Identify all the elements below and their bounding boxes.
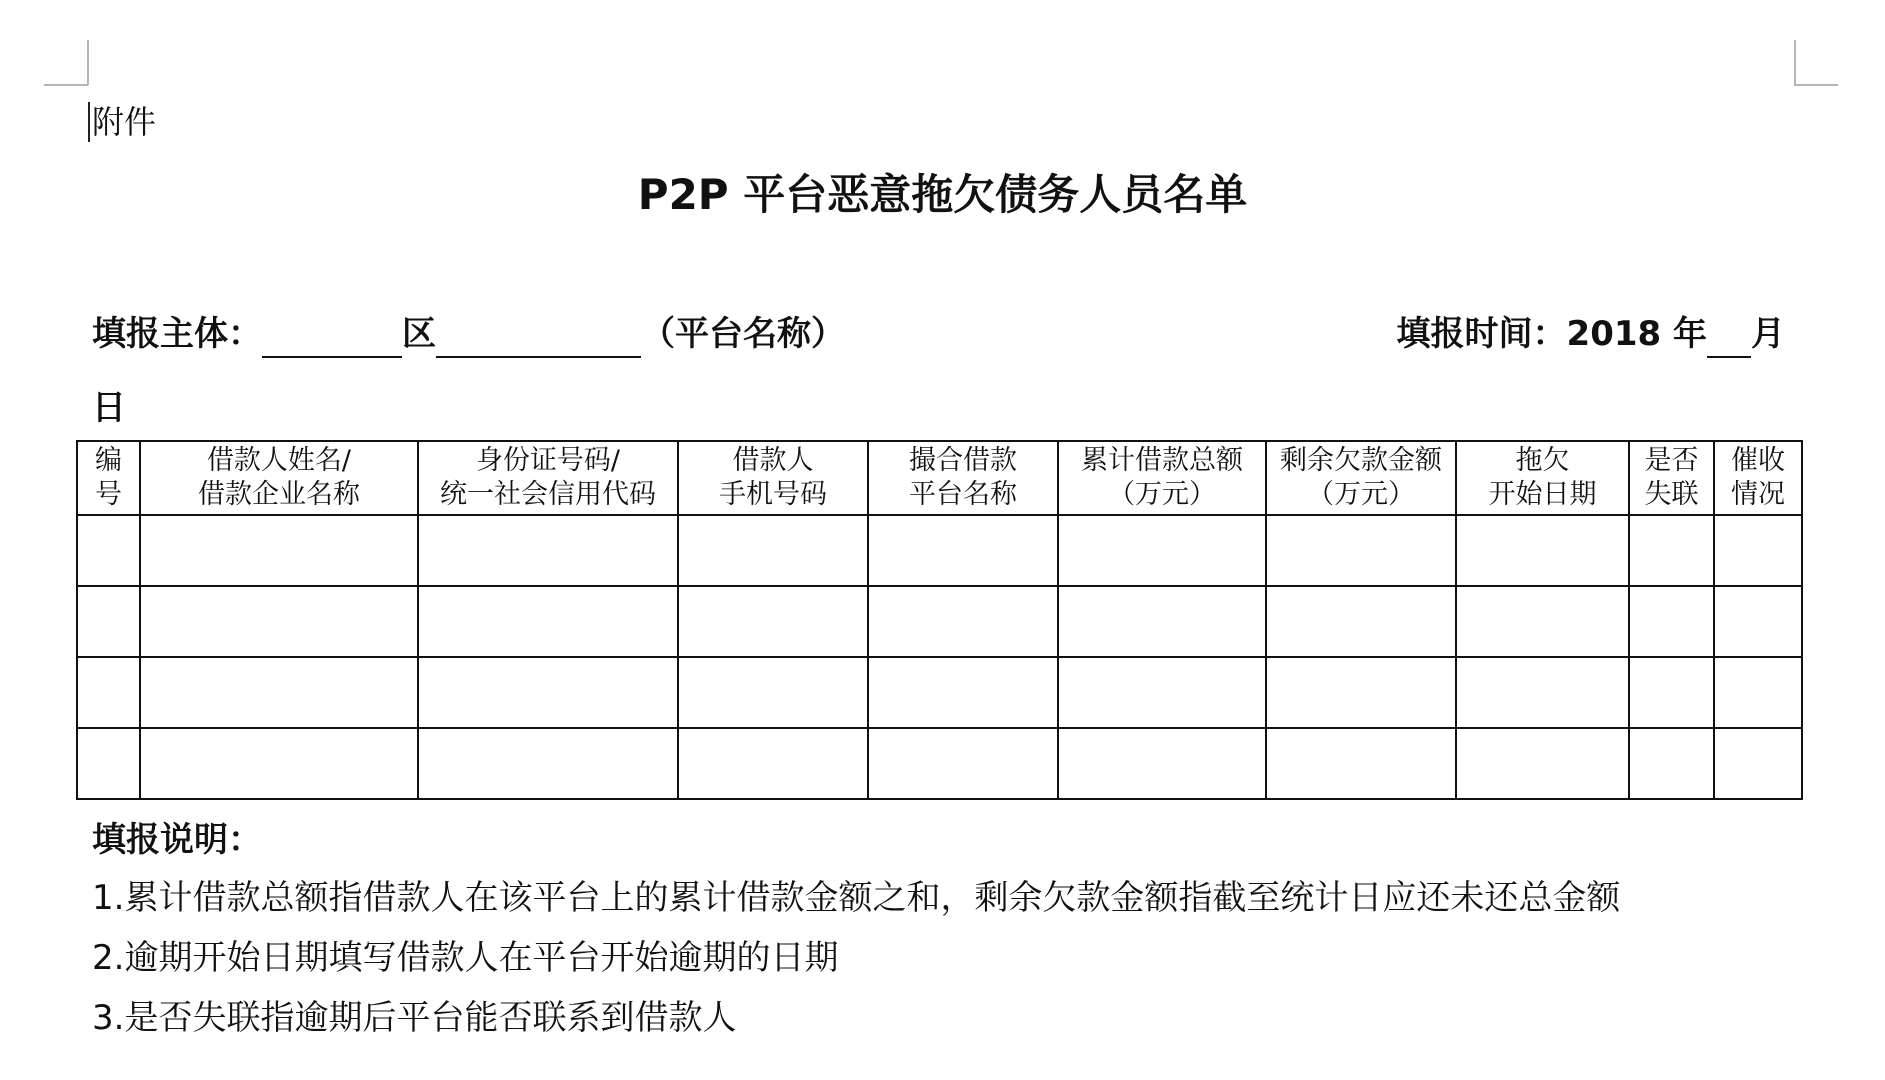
header-line: 是否 <box>1644 445 1699 476</box>
platform-note: （平台名称） <box>641 314 845 354</box>
table-cell[interactable] <box>77 728 140 799</box>
header-line: 平台名称 <box>909 479 1017 510</box>
table-cell[interactable] <box>868 728 1058 799</box>
crop-mark-top-left <box>87 40 89 85</box>
header-borrower-name <box>140 441 418 515</box>
table-cell[interactable] <box>1058 657 1266 728</box>
table-cell[interactable] <box>1714 515 1802 586</box>
note-item: 1.累计借款总额指借款人在该平台上的累计借款金额之和，剩余欠款金额指截至统计日应还未还总金额 <box>92 878 1621 918</box>
table-cell[interactable] <box>1629 657 1714 728</box>
header-id-number <box>418 441 678 515</box>
table-cell[interactable] <box>418 657 678 728</box>
table-row <box>77 657 1802 728</box>
table-cell[interactable] <box>678 728 868 799</box>
header-line: 统一社会信用代码 <box>440 479 656 510</box>
table-cell[interactable] <box>1058 515 1266 586</box>
header-total-loan <box>1058 441 1266 515</box>
table-cell[interactable] <box>1456 586 1629 657</box>
header-line: 借款人姓名/ <box>206 445 352 476</box>
header-remaining-debt <box>1266 441 1456 515</box>
header-line: （万元） <box>1307 479 1415 510</box>
table-cell[interactable] <box>418 728 678 799</box>
header-lost-contact <box>1629 441 1714 515</box>
district-suffix: 区 <box>402 314 436 354</box>
table-cell[interactable] <box>1629 586 1714 657</box>
filler-label: 填报主体： <box>92 314 262 354</box>
text-cursor <box>88 102 90 142</box>
table-cell[interactable] <box>868 657 1058 728</box>
header-line: 累计借款总额 <box>1081 445 1243 476</box>
month-blank[interactable] <box>1707 316 1751 358</box>
platform-blank[interactable] <box>436 316 641 358</box>
table-cell[interactable] <box>1714 728 1802 799</box>
header-line: 号 <box>95 479 122 510</box>
table-cell[interactable] <box>77 586 140 657</box>
crop-mark-top-right <box>1794 40 1796 85</box>
time-label: 填报时间：2018 年 <box>1396 314 1707 354</box>
header-line: 催收 <box>1731 445 1785 476</box>
table-cell[interactable] <box>140 657 418 728</box>
note-item: 3.是否失联指逾期后平台能否联系到借款人 <box>92 998 737 1038</box>
header-line: 手机号码 <box>719 479 827 510</box>
table-cell[interactable] <box>678 515 868 586</box>
header-line: 剩余欠款金额 <box>1280 445 1442 476</box>
notes-title: 填报说明： <box>92 820 262 860</box>
header-line: 身份证号码/ <box>475 445 621 476</box>
month-suffix: 月 <box>1751 314 1785 354</box>
crop-mark-top-right <box>1794 84 1838 86</box>
table-row <box>77 586 1802 657</box>
table-cell[interactable] <box>418 515 678 586</box>
header-collection-status <box>1714 441 1802 515</box>
note-item: 2.逾期开始日期填写借款人在平台开始逾期的日期 <box>92 938 839 978</box>
table-cell[interactable] <box>1266 728 1456 799</box>
table-cell[interactable] <box>1058 728 1266 799</box>
header-phone <box>678 441 868 515</box>
table-cell[interactable] <box>1629 728 1714 799</box>
table-cell[interactable] <box>868 515 1058 586</box>
table-cell[interactable] <box>1456 657 1629 728</box>
document-title[interactable]: P2P 平台恶意拖欠债务人员名单 <box>637 170 1248 219</box>
table-row <box>77 728 1802 799</box>
table-header-row <box>77 441 1802 515</box>
table-cell[interactable] <box>77 515 140 586</box>
attachment-label[interactable]: 附件 <box>92 103 157 141</box>
table-cell[interactable] <box>1456 728 1629 799</box>
table-body <box>77 515 1802 799</box>
header-line: 撮合借款 <box>909 445 1017 476</box>
table-cell[interactable] <box>1714 657 1802 728</box>
header-line: （万元） <box>1108 479 1216 510</box>
debtor-list-table <box>76 440 1803 800</box>
table-cell[interactable] <box>678 657 868 728</box>
header-number <box>77 441 140 515</box>
header-line: 编 <box>95 445 122 476</box>
table-row <box>77 515 1802 586</box>
header-line: 借款企业名称 <box>198 479 360 510</box>
table-cell[interactable] <box>1266 586 1456 657</box>
district-blank[interactable] <box>262 316 402 358</box>
table-cell[interactable] <box>678 586 868 657</box>
table-cell[interactable] <box>1714 586 1802 657</box>
header-line: 拖欠 <box>1515 445 1570 476</box>
header-line: 情况 <box>1731 479 1785 510</box>
filler-info <box>92 310 845 358</box>
table-cell[interactable] <box>1266 657 1456 728</box>
header-overdue-start-date <box>1456 441 1629 515</box>
header-line: 开始日期 <box>1488 479 1597 510</box>
header-line: 失联 <box>1644 479 1699 510</box>
header-line: 借款人 <box>732 445 814 476</box>
table-cell[interactable] <box>140 728 418 799</box>
fill-time-info <box>1397 310 1785 358</box>
table-cell[interactable] <box>1266 515 1456 586</box>
crop-mark-top-left <box>44 84 88 86</box>
table-cell[interactable] <box>1456 515 1629 586</box>
table-cell[interactable] <box>868 586 1058 657</box>
table-cell[interactable] <box>77 657 140 728</box>
table-cell[interactable] <box>1629 515 1714 586</box>
table-cell[interactable] <box>1058 586 1266 657</box>
day-suffix: 日 <box>92 388 126 428</box>
table-cell[interactable] <box>418 586 678 657</box>
table-cell[interactable] <box>140 515 418 586</box>
table-cell[interactable] <box>140 586 418 657</box>
header-platform-name <box>868 441 1058 515</box>
